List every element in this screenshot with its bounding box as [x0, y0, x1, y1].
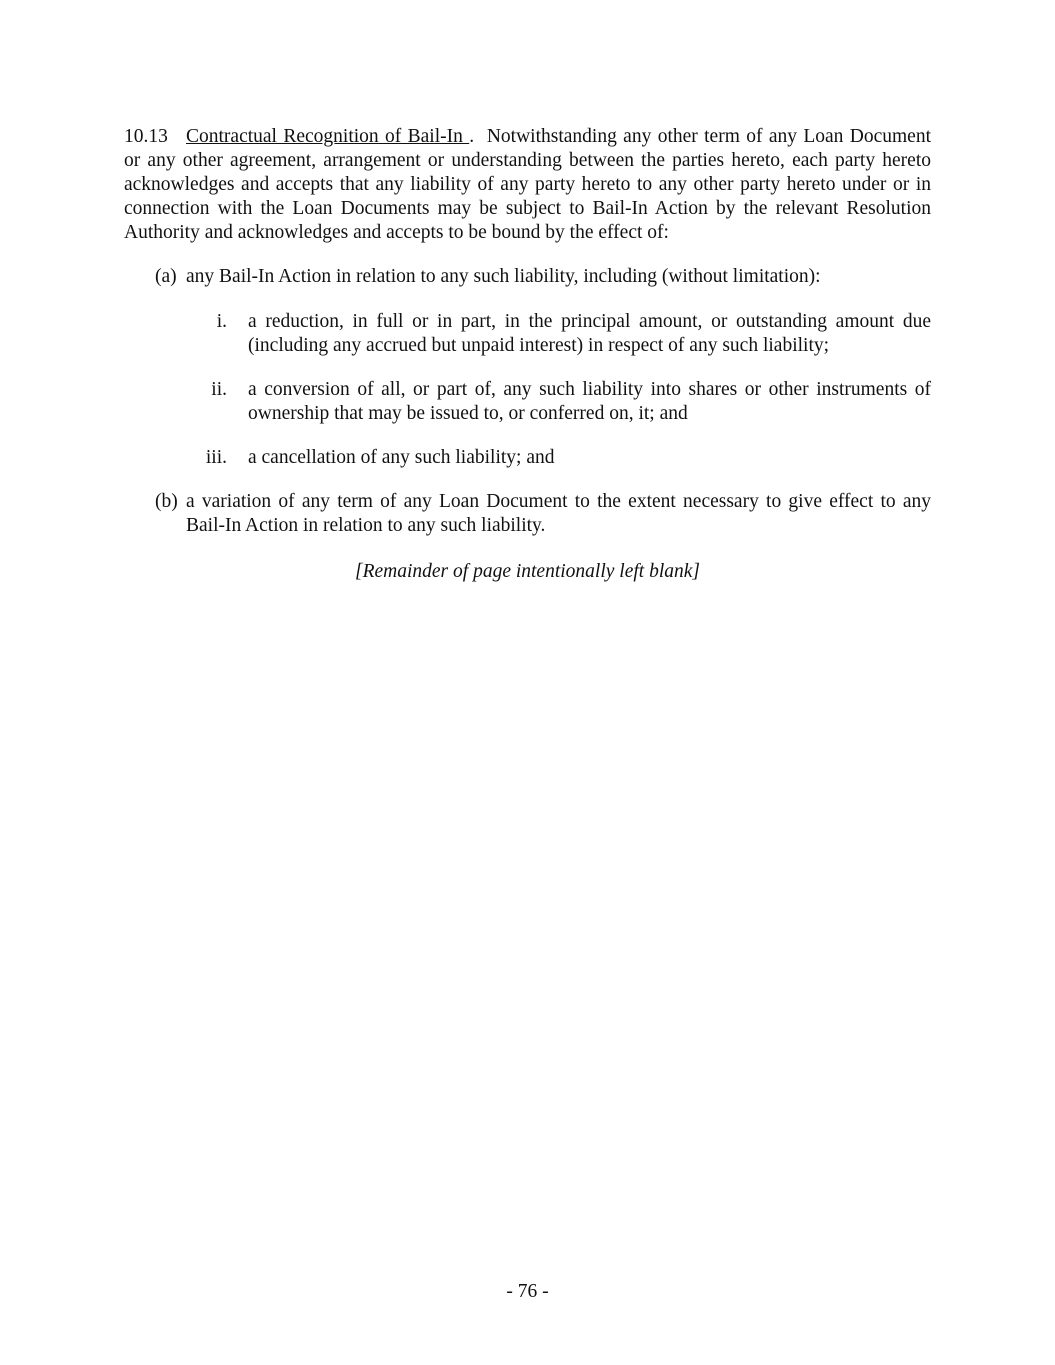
- page-number: - 76 -: [506, 1281, 549, 1302]
- list-item-b: [155, 490, 931, 538]
- section-heading: Contractual Recognition of Bail-In: [186, 126, 470, 147]
- sub-item-label: i.: [216, 311, 227, 332]
- sub-item-text: a reduction, in full or in part, in the principal amount, or outstanding amount due (including any accrued but unpaid interest) in respect of any such liability;: [248, 311, 931, 356]
- sub-item-text: a cancellation of any such liability; and: [248, 447, 555, 468]
- sub-item-i: [190, 310, 931, 358]
- section-10-13: [124, 125, 931, 245]
- sub-item-ii: [190, 378, 931, 426]
- list-item-text: a variation of any term of any Loan Document to the extent necessary to give effect to any Bail-In Action in relation to any such liability.: [186, 491, 931, 536]
- sub-item-label: iii.: [205, 447, 227, 468]
- section-body: Notwithstanding any other term of any Loan Document or any other agreement, arrangement or understanding between the parties hereto, each party hereto acknowledges and accepts that any liability of any party hereto to any other party hereto under or in connection with the Loan Documents may be subject to Bail-In Action by the relevant Resolution Authority and acknowledges and accepts to be bound by the effect of:: [124, 126, 932, 243]
- list-item-a: [155, 265, 931, 289]
- list-item-text: any Bail-In Action in relation to any such liability, including (without limitation):: [186, 266, 821, 287]
- sub-item-text: a conversion of all, or part of, any such liability into shares or other instruments of ownership that may be issued to, or conferred on, it; and: [248, 379, 931, 424]
- list-item-label: (a): [155, 266, 177, 287]
- sub-item-label: ii.: [211, 379, 227, 400]
- section-heading-period: .: [469, 126, 475, 147]
- list-item-label: (b): [155, 491, 178, 512]
- section-number: 10.13: [124, 126, 168, 147]
- sub-item-iii: [190, 446, 931, 470]
- remainder-note: [Remainder of page intentionally left blank]: [355, 561, 700, 582]
